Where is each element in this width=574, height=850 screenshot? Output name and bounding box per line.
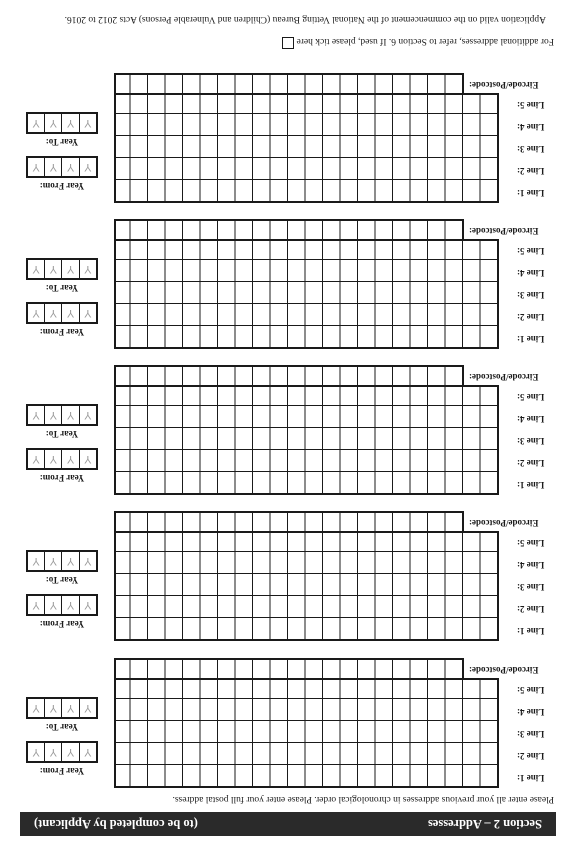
year-digit-cell[interactable]: Y — [79, 158, 96, 176]
year-digit-cell[interactable]: Y — [32, 409, 40, 421]
validity-note: Application valid on the commencement of the National Vetting Bureau (Children and Vulnerable Persons) Acts 2012 to 2016. — [64, 14, 546, 24]
line-1-label: Line 1: — [517, 626, 545, 636]
line-4-label: Line 4: — [517, 414, 545, 424]
year-from-boxes[interactable] — [26, 594, 98, 616]
line-2-label: Line 2: — [517, 751, 545, 761]
year-digit-cell[interactable]: Y — [62, 552, 79, 570]
year-to-boxes[interactable] — [26, 404, 98, 426]
year-digit-cell[interactable]: Y — [62, 596, 79, 614]
year-from-label: Year From: — [39, 327, 85, 337]
year-digit-cell[interactable]: Y — [79, 114, 96, 132]
year-digit-cell[interactable]: Y — [32, 117, 40, 129]
postcode-grid[interactable] — [114, 73, 464, 95]
year-digit-cell[interactable]: Y — [32, 702, 40, 714]
year-from-label: Year From: — [39, 619, 85, 629]
line-1-label: Line 1: — [517, 480, 545, 490]
year-from-boxes[interactable] — [26, 448, 98, 470]
section-header — [20, 812, 556, 836]
year-digit-cell[interactable]: Y — [79, 699, 96, 717]
line-4-label: Line 4: — [517, 707, 545, 717]
year-digit-cell[interactable]: Y — [62, 743, 79, 761]
year-digit-cell[interactable]: Y — [32, 307, 40, 319]
year-digit-cell[interactable]: Y — [62, 450, 79, 468]
address-2 — [0, 511, 574, 641]
year-digit-cell[interactable]: Y — [79, 743, 96, 761]
address-lines-grid[interactable] — [114, 93, 499, 203]
year-digit-cell[interactable]: Y — [32, 263, 40, 275]
year-digit-cell[interactable]: Y — [62, 304, 79, 322]
line-5-label: Line 5: — [517, 685, 545, 695]
year-digit-cell[interactable]: Y — [79, 260, 96, 278]
line-2-label: Line 2: — [517, 312, 545, 322]
address-lines-grid[interactable] — [114, 678, 499, 788]
line-2-label: Line 2: — [517, 458, 545, 468]
address-3 — [0, 365, 574, 495]
line-3-label: Line 3: — [517, 436, 545, 446]
year-digit-cell[interactable]: Y — [62, 158, 79, 176]
postcode-label: Eircode/Postcode: — [469, 80, 539, 90]
postcode-grid[interactable] — [114, 219, 464, 241]
year-digit-cell[interactable]: Y — [79, 450, 96, 468]
year-digit-cell[interactable]: Y — [44, 450, 61, 468]
year-digit-cell[interactable]: Y — [44, 743, 61, 761]
year-digit-cell[interactable]: Y — [44, 406, 61, 424]
year-digit-cell[interactable]: Y — [44, 260, 61, 278]
year-digit-cell[interactable]: Y — [62, 406, 79, 424]
year-digit-cell[interactable]: Y — [79, 406, 96, 424]
postcode-label: Eircode/Postcode: — [469, 226, 539, 236]
postcode-label: Eircode/Postcode: — [469, 518, 539, 528]
year-digit-cell[interactable]: Y — [32, 555, 40, 567]
address-lines-grid[interactable] — [114, 239, 499, 349]
year-from-boxes[interactable] — [26, 156, 98, 178]
year-from-boxes[interactable] — [26, 302, 98, 324]
year-from-label: Year From: — [39, 181, 85, 191]
year-digit-cell[interactable]: Y — [32, 746, 40, 758]
year-digit-cell[interactable]: Y — [44, 114, 61, 132]
additional-addresses-text: For additional addresses, refer to Section 6. If used, please tick here — [296, 36, 554, 46]
year-from-label: Year From: — [39, 473, 85, 483]
year-digit-cell[interactable]: Y — [79, 596, 96, 614]
line-5-label: Line 5: — [517, 100, 545, 110]
section-note: (to be completed by Applicant) — [34, 817, 198, 831]
address-5 — [0, 73, 574, 203]
year-digit-cell[interactable]: Y — [44, 552, 61, 570]
year-digit-cell[interactable]: Y — [32, 161, 40, 173]
line-2-label: Line 2: — [517, 166, 545, 176]
line-5-label: Line 5: — [517, 538, 545, 548]
postcode-grid[interactable] — [114, 511, 464, 533]
year-from-boxes[interactable] — [26, 741, 98, 763]
year-digit-cell[interactable]: Y — [62, 699, 79, 717]
line-3-label: Line 3: — [517, 144, 545, 154]
year-to-label: Year To: — [45, 429, 79, 439]
year-digit-cell[interactable]: Y — [44, 596, 61, 614]
year-digit-cell[interactable]: Y — [32, 453, 40, 465]
address-1 — [0, 658, 574, 788]
address-lines-grid[interactable] — [114, 385, 499, 495]
year-to-boxes[interactable] — [26, 550, 98, 572]
year-digit-cell[interactable]: Y — [44, 699, 61, 717]
year-digit-cell[interactable]: Y — [44, 304, 61, 322]
year-to-label: Year To: — [45, 575, 79, 585]
line-1-label: Line 1: — [517, 188, 545, 198]
line-3-label: Line 3: — [517, 290, 545, 300]
address-4 — [0, 219, 574, 349]
line-5-label: Line 5: — [517, 246, 545, 256]
instruction-text: Please enter all your previous addresses in chronological order. Please enter your full postal address. — [172, 794, 554, 804]
postcode-grid[interactable] — [114, 365, 464, 387]
postcode-label: Eircode/Postcode: — [469, 665, 539, 675]
line-4-label: Line 4: — [517, 268, 545, 278]
year-digit-cell[interactable]: Y — [32, 599, 40, 611]
line-2-label: Line 2: — [517, 604, 545, 614]
address-lines-grid[interactable] — [114, 531, 499, 641]
year-digit-cell[interactable]: Y — [79, 552, 96, 570]
year-to-boxes[interactable] — [26, 697, 98, 719]
year-digit-cell[interactable]: Y — [79, 304, 96, 322]
postcode-grid[interactable] — [114, 658, 464, 680]
additional-addresses-note — [282, 36, 554, 49]
year-to-label: Year To: — [45, 283, 79, 293]
line-5-label: Line 5: — [517, 392, 545, 402]
year-digit-cell[interactable]: Y — [62, 260, 79, 278]
line-1-label: Line 1: — [517, 334, 545, 344]
year-digit-cell[interactable]: Y — [44, 158, 61, 176]
line-3-label: Line 3: — [517, 729, 545, 739]
line-1-label: Line 1: — [517, 773, 545, 783]
line-4-label: Line 4: — [517, 560, 545, 570]
year-to-label: Year To: — [45, 722, 79, 732]
line-3-label: Line 3: — [517, 582, 545, 592]
year-digit-cell[interactable]: Y — [62, 114, 79, 132]
year-to-boxes[interactable] — [26, 258, 98, 280]
line-4-label: Line 4: — [517, 122, 545, 132]
postcode-label: Eircode/Postcode: — [469, 372, 539, 382]
additional-addresses-checkbox[interactable] — [282, 37, 294, 49]
year-to-boxes[interactable] — [26, 112, 98, 134]
year-to-label: Year To: — [45, 137, 79, 147]
section-title: Section 2 – Addresses — [427, 817, 542, 831]
year-from-label: Year From: — [39, 766, 85, 776]
